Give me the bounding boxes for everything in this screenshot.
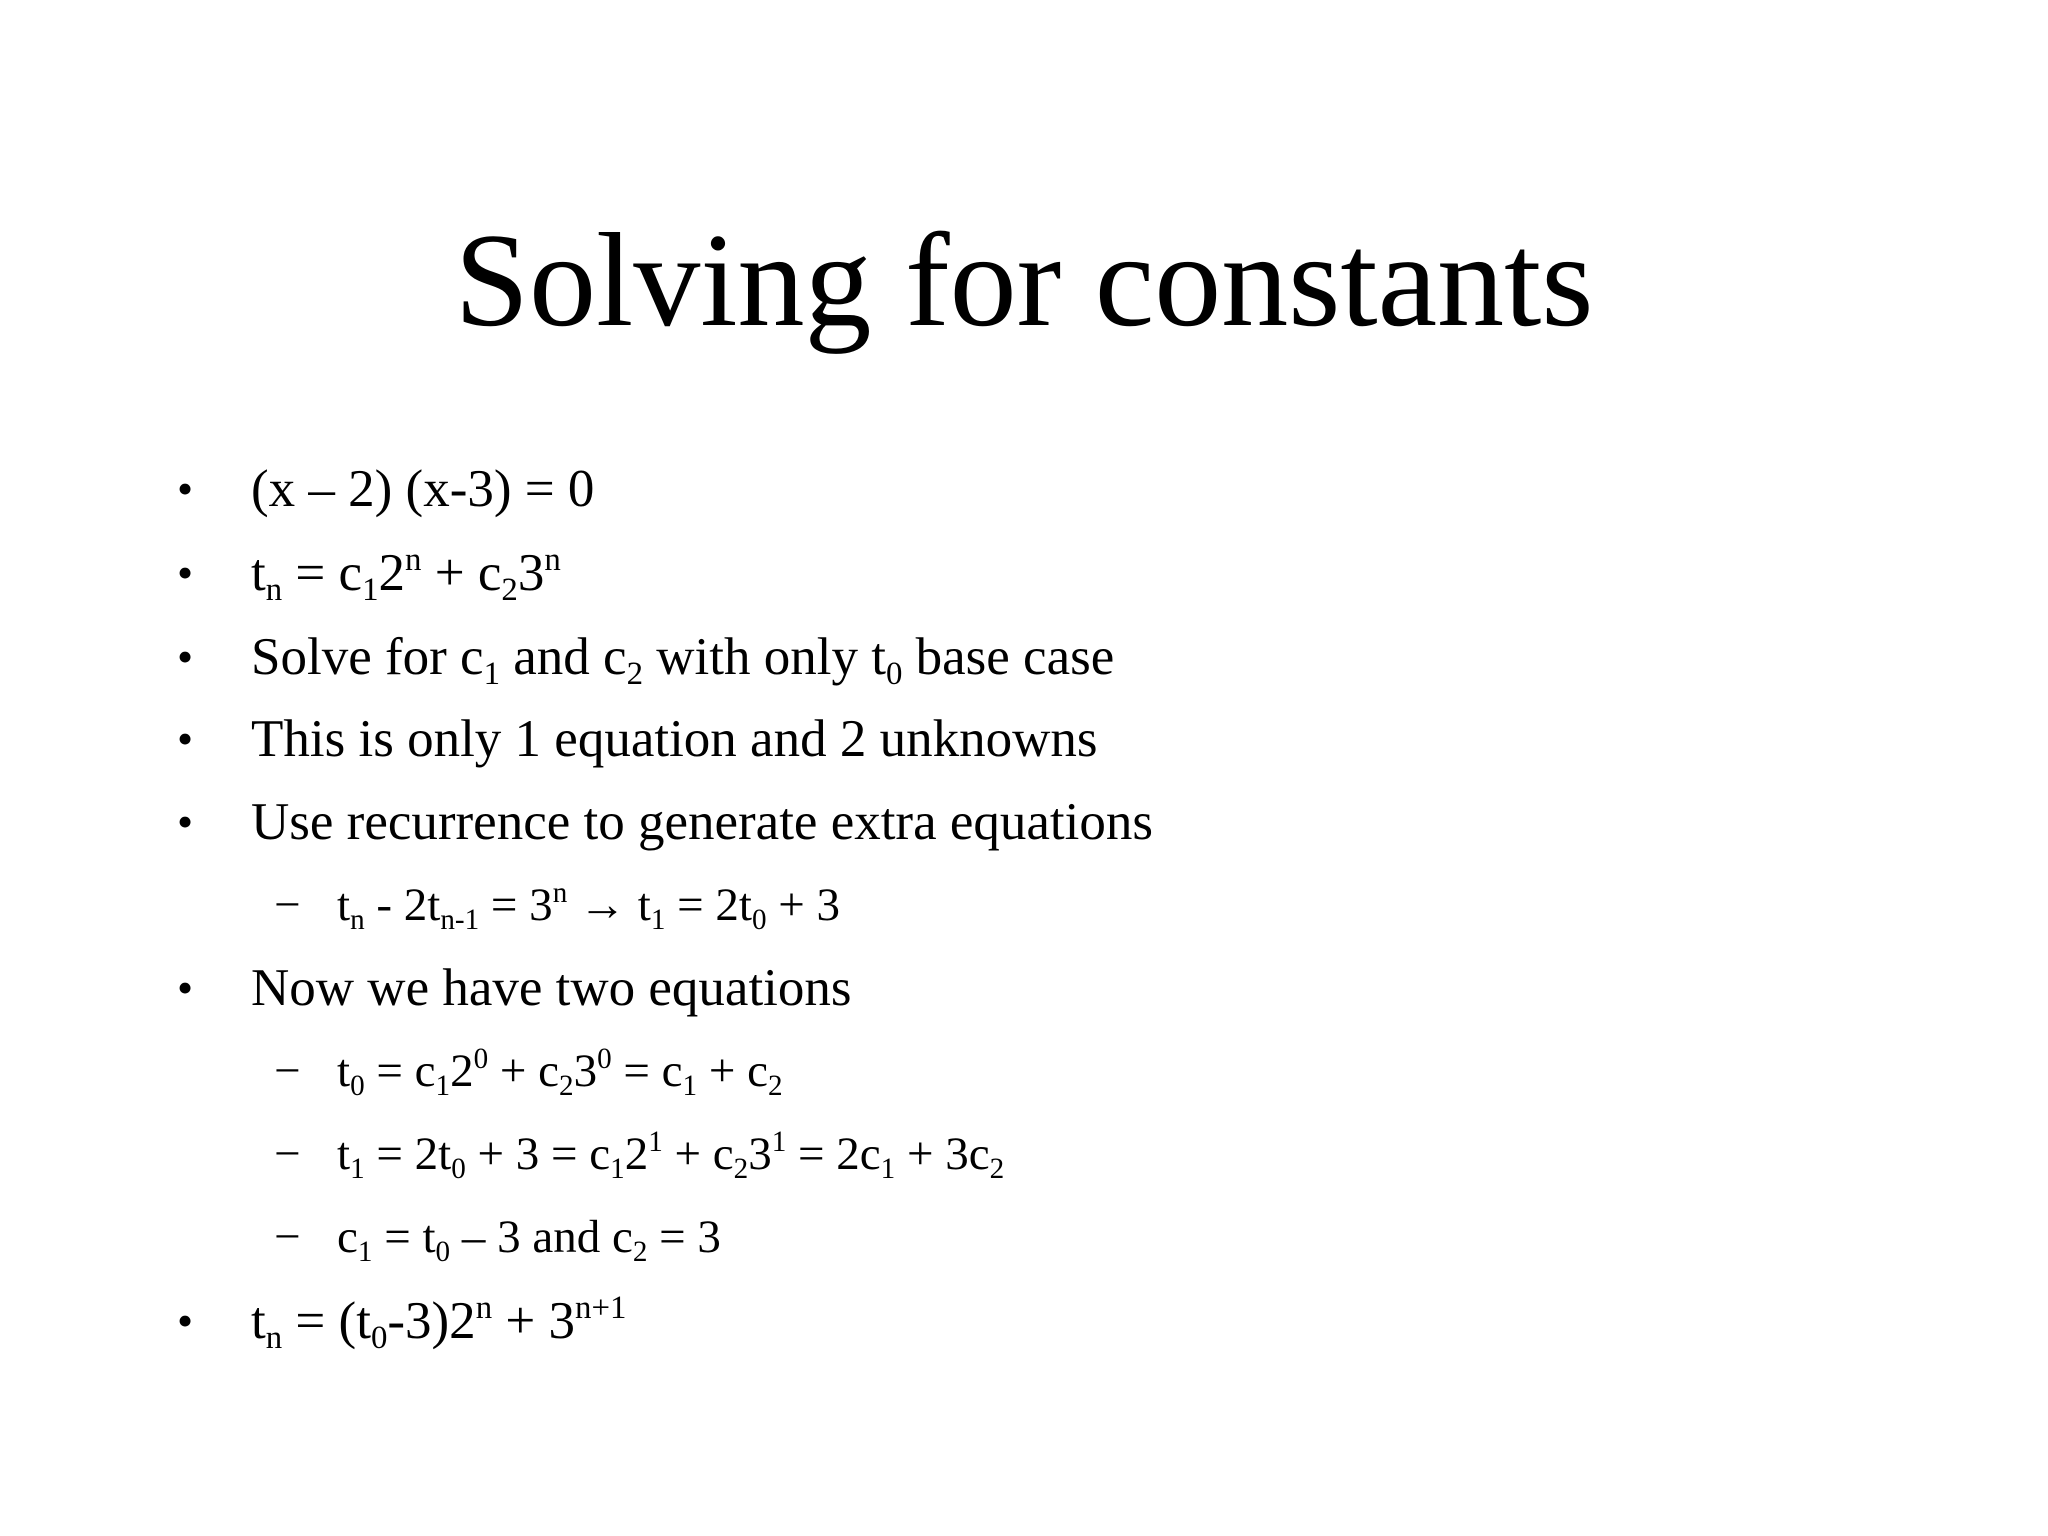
- subscript: 0: [370, 1319, 388, 1356]
- sub-bullet-item: [274, 1207, 721, 1268]
- subscript: 1: [682, 1069, 698, 1102]
- bullet-text: t: [251, 544, 266, 602]
- bullet-text: + 3 = c: [465, 1128, 611, 1180]
- bullet-text: + 3c: [895, 1128, 990, 1180]
- bullet-text: = c: [611, 1045, 683, 1097]
- bullet-text: -3)2: [387, 1292, 476, 1350]
- subscript: 2: [733, 1152, 749, 1185]
- bullet-text: - 2t: [364, 879, 441, 931]
- bullet-text: = 3: [479, 879, 553, 931]
- bullet-text: + c: [697, 1045, 768, 1097]
- subscript: 0: [451, 1152, 466, 1185]
- bullet-text: 2: [624, 1128, 649, 1180]
- dash-marker: −: [274, 879, 301, 931]
- bullet-marker: •: [177, 631, 194, 682]
- subscript: 1: [650, 903, 666, 936]
- bullet-text: + c: [662, 1128, 734, 1180]
- dash-marker: −: [274, 1045, 301, 1097]
- bullet-text: + 3: [492, 1292, 576, 1350]
- subscript: 2: [559, 1069, 574, 1102]
- subscript: n: [265, 1319, 283, 1356]
- superscript: n: [475, 1289, 493, 1326]
- subscript: 2: [626, 655, 643, 692]
- bullet-text: t: [337, 1128, 351, 1180]
- bullet-text: Now we have two equations: [251, 959, 852, 1017]
- bullet-text: = c: [364, 1045, 436, 1097]
- bullet-text: (x – 2) (x-3) = 0: [251, 460, 595, 518]
- bullet-text: = t: [372, 1211, 436, 1263]
- bullet-text: t: [337, 879, 351, 931]
- bullet-text: + c: [421, 544, 502, 602]
- bullet-item: [177, 792, 1153, 852]
- bullet-text: Solve for c: [251, 628, 484, 686]
- subscript: 0: [885, 655, 903, 692]
- subscript: 1: [350, 1152, 365, 1185]
- bullet-marker: •: [177, 463, 194, 514]
- bullet-text: Use recurrence to generate extra equations: [251, 793, 1153, 851]
- slide-title: Solving for constants: [454, 206, 1594, 354]
- subscript: 1: [357, 1235, 373, 1268]
- bullet-text: = 2t: [364, 1128, 452, 1180]
- bullet-item: [177, 1289, 627, 1356]
- bullet-text: 3: [748, 1128, 772, 1180]
- subscript: 2: [501, 571, 518, 608]
- bullet-marker: •: [177, 713, 194, 764]
- superscript: 1: [648, 1125, 663, 1158]
- bullet-item: [177, 541, 561, 608]
- sub-bullet-item: [274, 1041, 783, 1102]
- bullet-text: 3: [517, 544, 545, 602]
- bullet-text: This is only 1 equation and 2 unknowns: [251, 710, 1098, 768]
- bullet-item: [177, 709, 1098, 769]
- sub-bullet-item: [274, 1124, 1005, 1185]
- superscript: n: [405, 541, 422, 578]
- subscript: 1: [483, 655, 500, 692]
- bullet-text: t: [251, 1292, 266, 1350]
- bullet-marker: •: [177, 547, 194, 598]
- superscript: n: [544, 541, 561, 578]
- bullet-text: → t: [567, 879, 651, 931]
- bullet-text: = 2t: [665, 879, 752, 931]
- bullet-text: + c: [488, 1045, 559, 1097]
- bullet-marker: •: [177, 962, 194, 1013]
- superscript: n+1: [575, 1289, 627, 1326]
- subscript: 2: [989, 1152, 1005, 1185]
- bullet-text: + 3: [766, 879, 841, 931]
- dash-marker: −: [274, 1211, 301, 1263]
- bullet-text: and c: [500, 628, 627, 686]
- bullet-item: [177, 958, 852, 1018]
- bullet-text: 3: [573, 1045, 598, 1097]
- bullet-text: 2: [378, 544, 406, 602]
- subscript: 1: [610, 1152, 625, 1185]
- superscript: 0: [473, 1042, 489, 1075]
- bullet-text: base case: [902, 628, 1115, 686]
- bullet-text: = (t: [282, 1292, 371, 1350]
- subscript: 1: [435, 1069, 451, 1102]
- subscript: 1: [362, 571, 379, 608]
- subscript: 0: [435, 1235, 451, 1268]
- superscript: 0: [597, 1042, 612, 1075]
- subscript: 1: [880, 1152, 896, 1185]
- bullet-item: [177, 627, 1115, 692]
- subscript: 2: [767, 1069, 783, 1102]
- subscript: 0: [751, 903, 767, 936]
- bullet-marker: •: [177, 796, 194, 847]
- bullet-text: = 2c: [786, 1128, 881, 1180]
- bullet-text: c: [337, 1211, 358, 1263]
- subscript: n: [350, 903, 365, 936]
- bullet-text: 2: [450, 1045, 474, 1097]
- dash-marker: −: [274, 1128, 301, 1180]
- sub-bullet-item: [274, 875, 841, 936]
- subscript: 2: [632, 1235, 648, 1268]
- bullet-text: with only t: [643, 628, 886, 686]
- bullet-marker: •: [177, 1295, 194, 1346]
- subscript: n: [265, 571, 283, 608]
- bullet-text: = 3: [647, 1211, 721, 1263]
- superscript: 1: [771, 1125, 787, 1158]
- bullet-item: [177, 459, 595, 519]
- subscript: 0: [350, 1069, 365, 1102]
- bullet-text: = c: [282, 544, 363, 602]
- bullet-text: – 3 and c: [450, 1211, 633, 1263]
- subscript: n-1: [440, 903, 480, 936]
- superscript: n: [552, 876, 568, 909]
- bullet-text: t: [337, 1045, 351, 1097]
